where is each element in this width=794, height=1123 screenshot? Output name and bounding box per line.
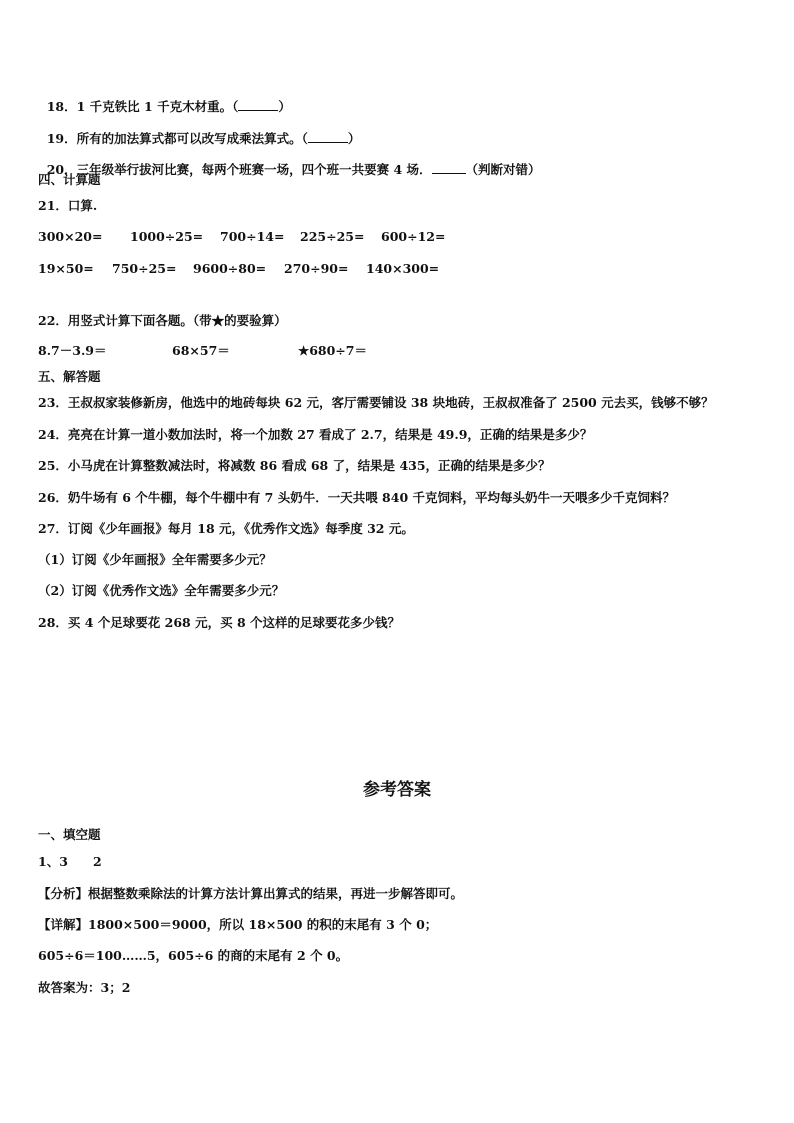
answer-key-title: 参考答案 xyxy=(363,780,431,800)
question-21-label: 21．口算. xyxy=(38,198,98,213)
question-20 xyxy=(38,146,541,178)
answer-detail: 【详解】1800×500＝9000，所以 18×500 的积的末尾有 3 个 0； xyxy=(38,917,438,932)
question-28: 28．买 4 个足球要花 268 元，买 8 个这样的足球要花多少钱？ xyxy=(38,615,400,630)
q19-text: 19．所有的加法算式都可以改写成乘法算式。（ xyxy=(46,131,308,146)
answer-analysis: 【分析】根据整数乘除法的计算方法计算出算式的结果，再进一步解答即可。 xyxy=(38,886,464,901)
q18-answer-blank[interactable] xyxy=(238,100,278,111)
answer-1-value-1: 1、3 xyxy=(38,854,68,869)
question-27-part-2: （2）订阅《优秀作文选》全年需要多少元？ xyxy=(38,583,285,598)
q18-suffix: ） xyxy=(278,99,291,114)
answer-section-1-heading: 一、填空题 xyxy=(38,827,101,842)
q19-suffix: ） xyxy=(347,131,361,146)
mental-math-item: 300×20= xyxy=(38,229,103,244)
question-19 xyxy=(38,115,360,147)
question-27: 27．订阅《少年画报》每月 18 元，《优秀作文选》每季度 32 元。 xyxy=(38,521,414,536)
question-18 xyxy=(38,83,291,115)
mental-math-item: 270÷90= xyxy=(284,261,349,276)
question-25: 25．小马虎在计算整数减法时，将减数 86 看成 68 了，结果是 435，正确的结果是多少？ xyxy=(38,458,551,473)
mental-math-item: 19×50= xyxy=(38,261,94,276)
mental-math-item: 9600÷80= xyxy=(193,261,267,276)
mental-math-item: 1000÷25= xyxy=(130,229,204,244)
question-24: 24．亮亮在计算一道小数加法时，将一个加数 27 看成了 2.7，结果是 49.9，正确的结果是多少？ xyxy=(38,427,593,442)
mental-math-item: 225÷25= xyxy=(300,229,365,244)
answer-1-value-2: 2 xyxy=(93,854,102,869)
q20-suffix: （判断对错） xyxy=(465,162,541,177)
section-4-heading: 四、计算题 xyxy=(38,172,101,187)
q18-text: 18．1 千克铁比 1 千克木材重。（ xyxy=(46,99,239,114)
question-27-part-1: （1）订阅《少年画报》全年需要多少元？ xyxy=(38,552,272,567)
question-23: 23．王叔叔家装修新房，他选中的地砖每块 62 元，客厅需要铺设 38 块地砖，王叔叔准备了 2500 元去买，钱够不够？ xyxy=(38,395,714,410)
question-22-label: 22．用竖式计算下面各题。（带★的要验算） xyxy=(38,313,287,328)
vertical-calc-item: 68×57＝ xyxy=(172,343,230,358)
answer-conclusion: 故答案为：3；2 xyxy=(38,980,131,995)
section-5-heading: 五、解答题 xyxy=(38,369,101,384)
question-26: 26．奶牛场有 6 个牛棚，每个牛棚中有 7 头奶牛．一天共喂 840 千克饲料，平均每头奶牛一天喂多少千克饲料？ xyxy=(38,490,675,505)
vertical-calc-item: ★680÷7＝ xyxy=(298,343,367,358)
mental-math-item: 600÷12= xyxy=(381,229,446,244)
q20-text: 20．三年级举行拔河比赛，每两个班赛一场，四个班一共要赛 4 场． xyxy=(46,162,432,177)
mental-math-item: 750÷25= xyxy=(112,261,177,276)
q19-answer-blank[interactable] xyxy=(308,132,348,143)
q20-answer-blank[interactable] xyxy=(432,163,466,174)
mental-math-item: 140×300= xyxy=(366,261,440,276)
mental-math-item: 700÷14= xyxy=(220,229,285,244)
answer-detail-2: 605÷6＝100……5，605÷6 的商的末尾有 2 个 0。 xyxy=(38,948,349,963)
vertical-calc-item: 8.7－3.9＝ xyxy=(38,343,107,358)
